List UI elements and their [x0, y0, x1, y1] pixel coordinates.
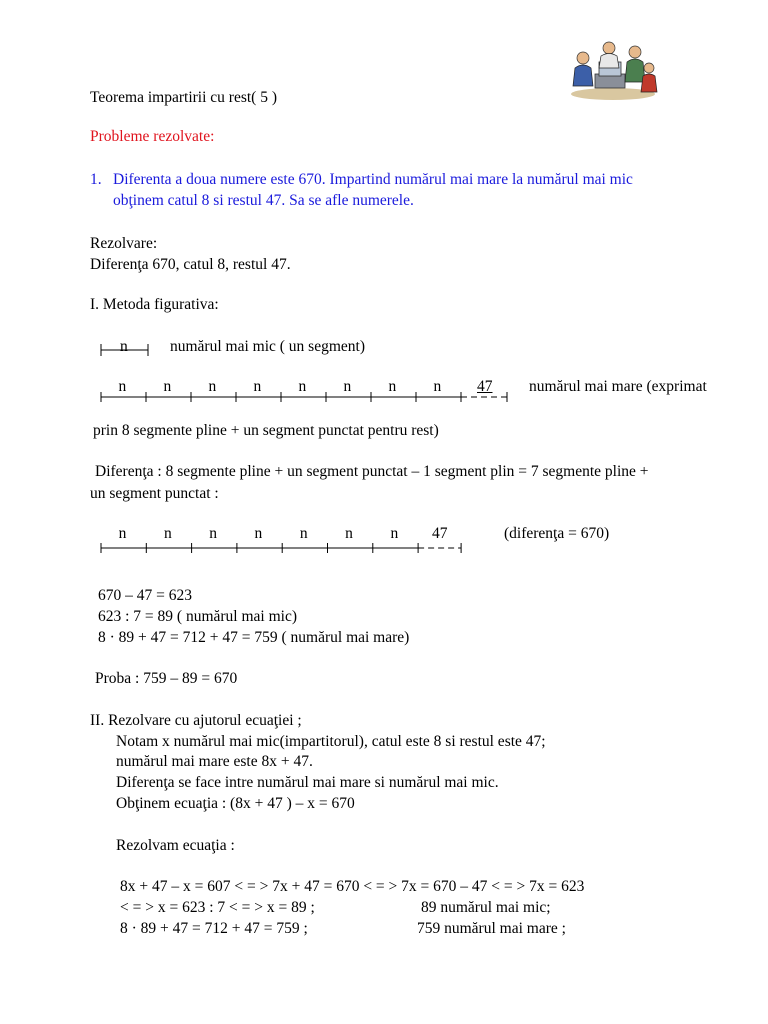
big-segment-rest-label: 47 [477, 378, 493, 395]
problem-text-line-2: obţinem catul 8 si restul 47. Sa se afle numerele. [113, 192, 414, 209]
difference-rest-label: 47 [432, 525, 448, 542]
big-segment-label: n [253, 378, 262, 395]
calc-line-1: 670 – 47 = 623 [98, 587, 192, 604]
small-segment-text: numărul mai mic ( un segment) [170, 338, 365, 355]
calc-line-2: 623 : 7 = 89 ( numărul mai mic) [98, 608, 298, 625]
equation-line-1: 8x + 47 – x = 607 < = > 7x + 47 = 670 < = > 7x = 670 – 47 < = > 7x = 623 [120, 878, 585, 895]
big-segment-label: n [118, 378, 127, 395]
calc-line-3: 8 · 89 + 47 = 712 + 47 = 759 ( numărul mai mare) [98, 629, 410, 646]
equation-line-2b: 89 numărul mai mic; [421, 899, 551, 916]
difference-text: (diferenţa = 670) [504, 525, 610, 542]
big-segment-label: n [208, 378, 217, 395]
method2-line-4: Obţinem ecuaţia : (8x + 47 ) – x = 670 [116, 795, 355, 812]
small-segment-label: n [120, 338, 128, 355]
big-segment-label: n [433, 378, 442, 395]
method2-line-3: Diferenţa se face intre numărul mai mare si numărul mai mic. [116, 774, 499, 791]
given-data: Diferenţa 670, catul 8, restul 47. [90, 256, 291, 273]
method2-line-5: Rezolvam ecuaţia : [116, 837, 235, 854]
difference-segment-label: n [209, 525, 217, 542]
difference-segment-label: n [345, 525, 353, 542]
difference-segment-label: n [163, 525, 172, 542]
page-title: Teorema impartirii cu rest( 5 ) [90, 89, 277, 106]
equation-line-3a: 8 · 89 + 47 = 712 + 47 = 759 ; [120, 920, 308, 937]
rezolvare-label: Rezolvare: [90, 235, 158, 252]
big-segment-label: n [388, 378, 397, 395]
method2-heading: II. Rezolvare cu ajutorul ecuaţiei ; [90, 712, 302, 729]
big-segment-text-2: prin 8 segmente pline + un segment punctat pentru rest) [93, 422, 439, 439]
difference-segment-label: n [299, 525, 308, 542]
big-segment-label: n [343, 378, 352, 395]
difference-segment-label: n [118, 525, 127, 542]
big-segment-label: n [163, 378, 172, 395]
big-segment-text: numărul mai mare (exprimat [529, 378, 707, 395]
problem-text-line-1: Diferenta a doua numere este 670. Impartind numărul mai mare la numărul mai mic [113, 171, 633, 188]
difference-line-2: un segment punctat : [90, 485, 219, 502]
difference-line-1: Diferenţa : 8 segmente pline + un segment punctat – 1 segment plin = 7 segmente pline + [95, 463, 649, 480]
difference-segment-label: n [254, 525, 263, 542]
equation-line-3b: 759 numărul mai mare ; [417, 920, 566, 937]
big-segment-label: n [298, 378, 307, 395]
method2-line-2: numărul mai mare este 8x + 47. [116, 753, 313, 770]
proba-line: Proba : 759 – 89 = 670 [95, 670, 238, 687]
section-heading: Probleme rezolvate: [90, 128, 215, 145]
difference-segment-label: n [390, 525, 399, 542]
method1-heading: I. Metoda figurativa: [90, 296, 219, 313]
problem-number: 1. [90, 171, 102, 188]
method2-line-1: Notam x numărul mai mic(impartitorul), catul este 8 si restul este 47; [116, 733, 546, 750]
equation-line-2a: < = > x = 623 : 7 < = > x = 89 ; [120, 899, 315, 916]
